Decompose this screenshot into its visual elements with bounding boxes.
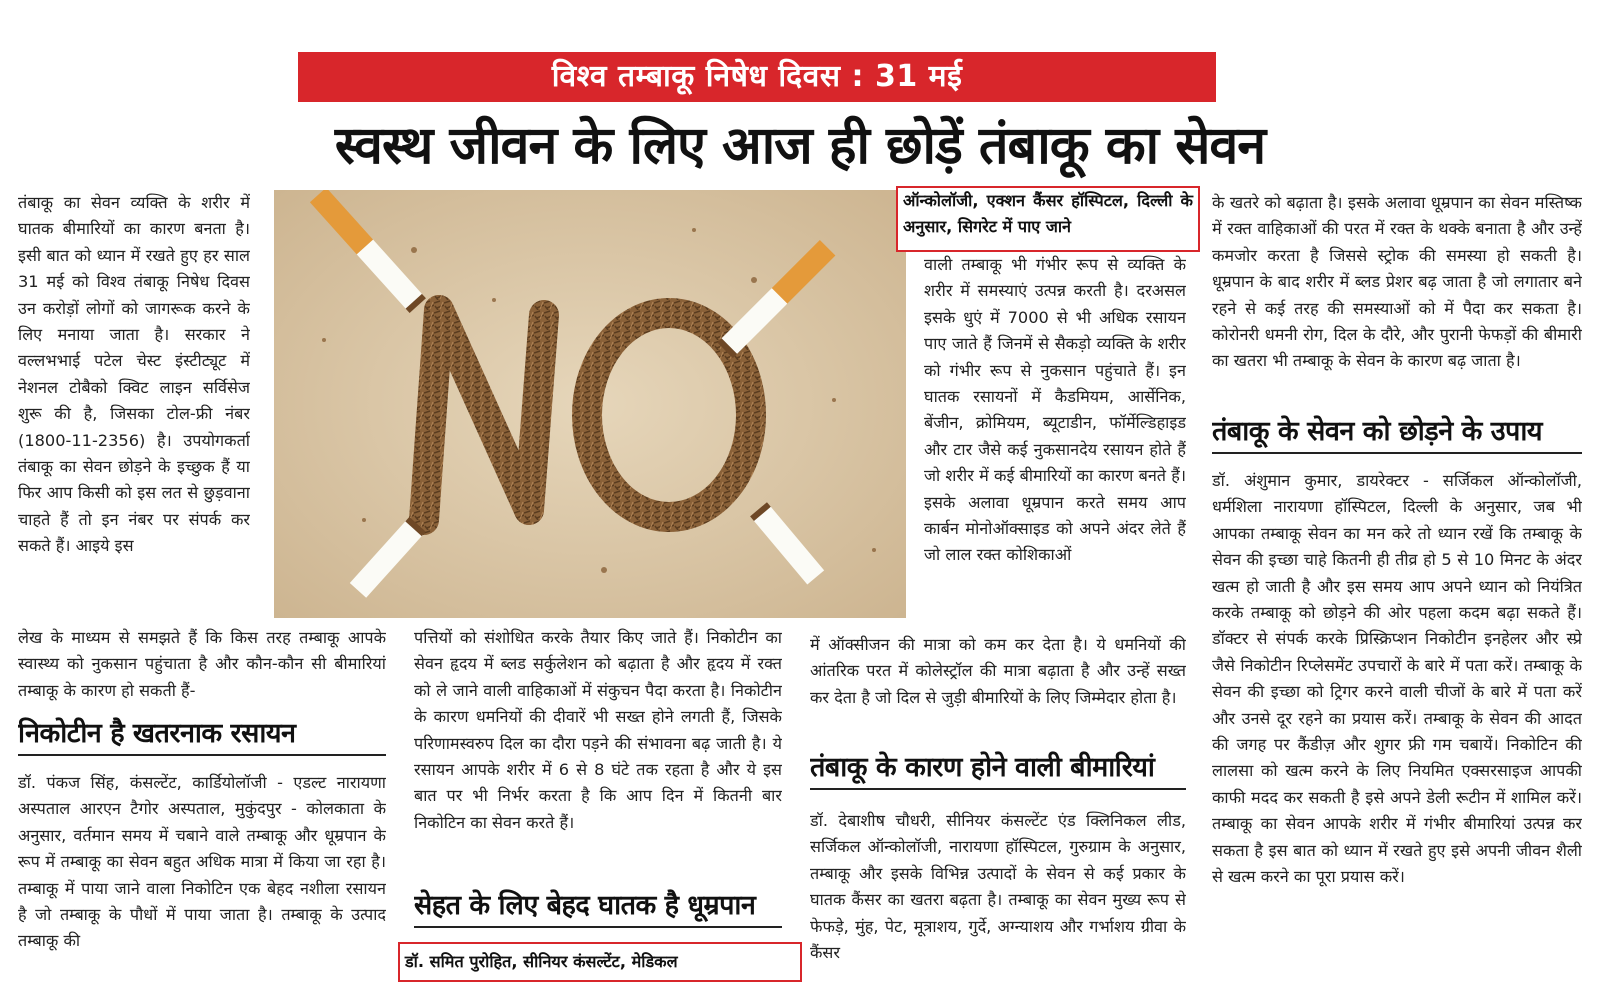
stroke-risk-paragraph: के खतरे को बढ़ाता है। इसके अलावा धूम्रपान का सेवन मस्तिष्क में रक्त वाहिकाओं की परत में रक्त के थक्के बनाता है और उन्हें कमजोर करता है जिससे स्ट्रोक की समस्या हो सकती है। धूम्रपान के बाद शरीर में ब्लड प्रेशर बढ़ जाता है जो लगातार बने रहने से कई तरह की समस्याओं को में पैदा कर सकता है। कोरोनरी धमनी रोग, दिल के दौरे, और पुरानी फेफड़ों की बीमारी का खतरा भी तम्बाकू के सेवन के कारण बढ़ जाता है।: [1212, 193, 1582, 371]
smoking-chemicals-paragraph: वाली तम्बाकू भी गंभीर रूप से व्यक्ति के शरीर में समस्याएं उत्पन्न करती है। दरअसल इसके धुएं में 7000 से भी अधिक रसायन पाए जाते हैं जिनमें से सैकड़ो व्यक्ति के शरीर को गंभीर रूप से नुकसान पहुंचाते हैं। इन घातक रसायनों में कैडमियम, आर्सेनिक, बेंजीन, क्रोमियम, ब्यूटाडीन, फॉर्मेल्डिहाइड और टार जैसे कई नुकसानदेय रसायन होते हैं जो शरीर में कई बीमारियों का कारण बनते हैं। इसके अलावा धूम्रपान करते समय आप कार्बन मोनोऑक्साइड को अपने अंदर लेते हैं जो लाल रक्त कोशिकाओं: [924, 255, 1186, 565]
quit-tips-paragraph: डॉ. अंशुमान कुमार, डायरेक्टर - सर्जिकल ऑन्कोलॉजी, धर्मशिला नारायणा हॉस्पिटल, दिल्ली के अनुसार, जब भी आपका तम्बाकू सेवन का मन करे तो ध्यान रखें कि तम्बाकू के सेवन की इच्छा चाहे कितनी ही तीव्र हो 5 से 10 मिनट के अंदर खत्म हो जाती है और इस समय आप अपने ध्यान को नियंत्रित करके तम्बाकू को छोड़ने की ओर पहला कदम बढ़ा सकते हैं। डॉक्टर से संपर्क करके प्रिस्क्रिप्शन निकोटीन इनहेलर और स्प्रे जैसे निकोटीन रिप्लेसमेंट उपचारों के बारे में पता करें। तम्बाकू के सेवन की इच्छा को ट्रिगर करने वाली चीजों के बारे में पता करें और उनसे दूर रहने का प्रयास करें। तम्बाकू के सेवन की आदत की जगह पर कैंडीज़ और शुगर फ्री गम चबायें। निकोटिन की लालसा को खत्म करने के लिए नियमित एक्सरसाइज आपकी काफी मदद कर सकती है इसे अपने डेली रूटीन में शामिल करें। तम्बाकू का सेवन आपके शरीर में गंभीर बीमारियां उत्पन्न कर सकता है इस बात को ध्यान में रखते हुए इसे अपनी जीवन शैली से खत्म करने का पूरा प्रयास करें।: [1212, 471, 1582, 887]
smoking-chemicals-paragraph-continued: में ऑक्सीजन की मात्रा को कम कर देता है। ये धमनियों की आंतरिक परत में कोलेस्ट्रॉल की मात्रा बढ़ाता है और उन्हें सख्त कर देता है जो दिल से जुड़ी बीमारियों के लिए जिम्मेदार होता है।: [810, 635, 1186, 707]
intro-paragraph: तंबाकू का सेवन व्यक्ति के शरीर में घातक बीमारियों का कारण बनता है। इसी बात को ध्यान में रखते हुए हर साल 31 मई को विश्व तंबाकू निषेध दिवस उन करोड़ों लोगों को जागरूक करने के लिए मनाया जाता है। सरकार ने वल्लभभाई पटेल चेस्ट इंस्टीट्यूट में नेशनल टोबैको क्विट लाइन सर्विसेज शुरू की है, जिसका टोल-फ्री नंबर (1800-11-2356) है। उपयोगकर्ता तंबाकू का सेवन छोड़ने के इच्छुक हैं या फिर आप किसी को इस लत से छुड़वाना चाहते हैं तो इन नंबर पर संपर्क कर सकते हैं। आइये इस: [18, 193, 250, 556]
intro-paragraph-continued: लेख के माध्यम से समझते हैं कि किस तरह तम्बाकू आपके स्वास्थ्य को नुकसान पहुंचाता है और कौन-कौन सी बीमारियां तम्बाकू के कारण हो सकती हैं-: [18, 628, 386, 700]
nicotine-paragraph: डॉ. पंकज सिंह, कंसल्टेंट, कार्डियोलॉजी - एडल्ट नारायणा अस्पताल आरएन टैगोर अस्पताल, मुकुंदपुर - कोलकाता के अनुसार, वर्तमान समय में चबाने वाले तम्बाकू और धूम्रपान के रूप में तम्बाकू का सेवन बहुत अधिक मात्रा में किया जा रहा है। तम्बाकू में पाया जाने वाला निकोटिन एक बेहद नशीला रसायन है जो तम्बाकू के पौधों में पाया जाता है। तम्बाकू के उत्पाद तम्बाकू की: [18, 773, 386, 951]
section-quit-tips-body: [1212, 468, 1582, 984]
column-1-intro: [18, 190, 250, 615]
section-diseases-body: [810, 808, 1186, 984]
section-smoking-heading: सेहत के लिए बेहद घातक है धूम्रपान: [414, 886, 782, 928]
column-4-text: [1212, 190, 1582, 404]
section-nicotine-body: [18, 770, 386, 982]
section-quit-tips-heading: तंबाकू के सेवन को छोड़ने के उपाय: [1212, 412, 1582, 454]
section-diseases-heading: तंबाकू के कारण होने वाली बीमारियां: [810, 748, 1186, 790]
column-1-continued: [18, 625, 386, 707]
column-3-text: [924, 252, 1186, 632]
diseases-paragraph: डॉ. देबाशीष चौधरी, सीनियर कंसल्टेंट एंड क्लिनिकल लीड, सर्जिकल ऑन्कोलॉजी, नारायणा हॉस्पिटल, गुरुग्राम के अनुसार, तम्बाकू और इसके विभिन्न उत्पादों के सेवन से कई प्रकार के घातक कैंसर का खतरा बढ़ता है। तम्बाकू का सेवन मुख्य रूप से फेफड़े, मुंह, पेट, मूत्राशय, गुर्दे, अग्न्याशय और गर्भाशय ग्रीवा के कैंसर: [810, 811, 1186, 963]
column-3-continued: [810, 632, 1186, 738]
highlighted-hospital-source: ऑन्कोलॉजी, एक्शन कैंसर हॉस्पिटल, दिल्ली के अनुसार, सिगरेट में पाए जाने: [896, 186, 1200, 252]
no-tobacco-photo: [274, 190, 906, 618]
section-nicotine-heading: निकोटीन है खतरनाक रसायन: [18, 714, 386, 756]
highlighted-doctor-name: डॉ. समित पुरोहित, सीनियर कंसल्टेंट, मेडिकल: [398, 942, 802, 982]
event-banner: विश्व तम्बाकू निषेध दिवस : 31 मई: [298, 52, 1216, 102]
nicotine-effects-paragraph: पत्तियों को संशोधित करके तैयार किए जाते हैं। निकोटीन का सेवन हृदय में ब्लड सर्कुलेशन को बढ़ाता है और हृदय में रक्त को ले जाने वाली वाहिकाओं में संकुचन पैदा करता है। निकोटीन के कारण धमनियों की दीवारें भी सख्त होने लगती हैं, जिसके परिणामस्वरुप दिल का दौरा पड़ने की संभावना बढ़ जाती है। ये रसायन आपके शरीर में 6 से 8 घंटे तक रहता है और ये इस बात पर भी निर्भर करता है कि आप दिन में कितनी बार निकोटिन का सेवन करते हैं।: [414, 628, 782, 832]
no-tobacco-illustration: [274, 190, 906, 618]
article-headline: स्वस्थ जीवन के लिए आज ही छोड़ें तंबाकू का सेवन: [334, 116, 1266, 176]
column-2-text: [414, 625, 782, 873]
